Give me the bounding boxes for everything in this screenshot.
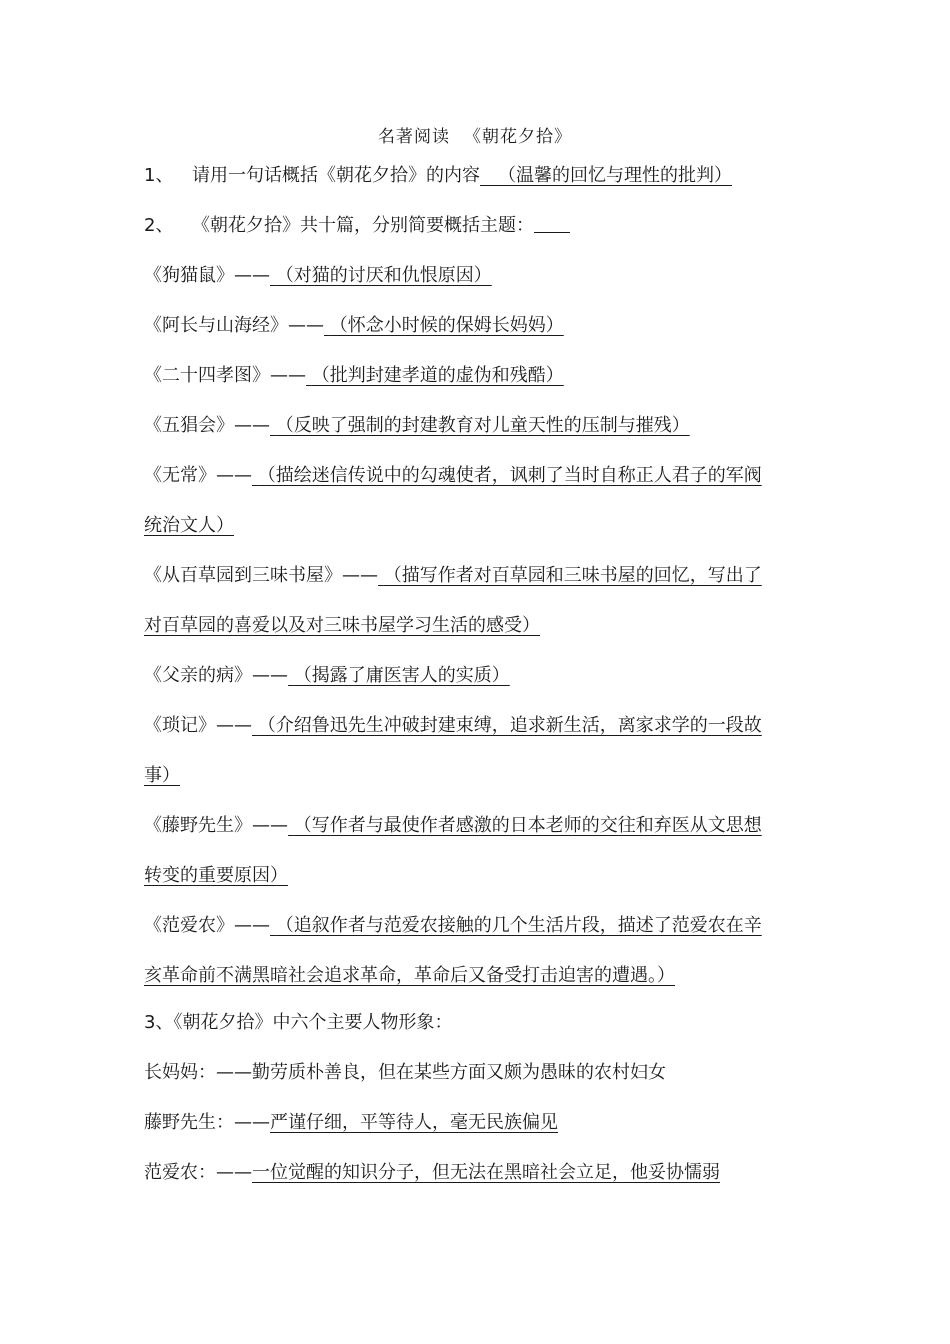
theme-item [144,463,804,489]
page-title [0,122,950,147]
theme-answer: 统治文人） [144,515,234,536]
question-number: 1、 [144,165,174,186]
character-item [144,1060,804,1086]
book-title: 《阿长与山海经》—— [144,315,324,336]
question-1 [144,163,804,189]
question-text: 3、《朝花夕拾》中六个主要人物形象： [144,1012,453,1033]
theme-answer: （反映了强制的封建教育对儿童天性的压制与摧残） [275,415,690,436]
question-text: 《朝花夕拾》共十篇，分别简要概括主题： [192,215,534,236]
theme-answer: （怀念小时候的保姆长妈妈） [329,315,564,336]
book-title: 《五猖会》—— [144,415,270,436]
theme-answer: （对猫的讨厌和仇恨原因） [275,265,492,286]
book-title: 《范爱农》—— [144,915,270,936]
book-title: 《父亲的病》—— [144,665,288,686]
book-title: 《琐记》—— [144,715,252,736]
theme-item-continued [144,613,804,639]
character-name: 长妈妈：—— [144,1062,252,1083]
title-left: 名著阅读 [378,127,450,147]
theme-answer: 亥革命前不满黑暗社会追求革命，革命后又备受打击迫害的遭遇。） [144,965,675,986]
theme-item [144,363,804,389]
theme-item [144,713,804,739]
book-title: 《二十四孝图》—— [144,365,306,386]
answer-text: （温馨的回忆与理性的批判） [498,165,732,186]
character-name: 藤野先生：—— [144,1112,270,1133]
character-description: 勤劳质朴善良，但在某些方面又颇为愚昧的农村妇女 [252,1062,666,1083]
theme-item-continued [144,513,804,539]
theme-item [144,913,804,939]
theme-item-continued [144,763,804,789]
book-title: 《无常》—— [144,465,252,486]
theme-item [144,313,804,339]
character-item [144,1160,804,1186]
theme-item [144,563,804,589]
theme-answer: 对百草园的喜爱以及对三味书屋学习生活的感受） [144,615,540,636]
theme-answer: （描写作者对百草园和三味书屋的回忆，写出了 [383,565,762,586]
theme-answer: 转变的重要原因） [144,865,288,886]
question-3 [144,1010,804,1036]
theme-item-continued [144,963,804,989]
question-number: 2、 [144,215,174,236]
question-2 [144,213,804,239]
theme-answer: （描绘迷信传说中的勾魂使者，讽刺了当时自称正人君子的军阀 [257,465,762,486]
theme-answer: （揭露了庸医害人的实质） [293,665,510,686]
book-title: 《狗猫鼠》—— [144,265,270,286]
theme-answer: 事） [144,765,180,786]
theme-answer: （批判封建孝道的虚伪和残酷） [311,365,564,386]
book-title: 《从百草园到三味书屋》—— [144,565,378,586]
theme-item [144,263,804,289]
character-name: 范爱农：—— [144,1162,252,1183]
theme-item [144,663,804,689]
character-description: 一位觉醒的知识分子，但无法在黑暗社会立足，他妥协懦弱 [252,1162,720,1183]
theme-answer: （追叙作者与范爱农接触的几个生活片段，描述了范爱农在辛 [275,915,762,936]
theme-item-continued [144,863,804,889]
theme-answer: （写作者与最使作者感激的日本老师的交往和弃医从文思想 [293,815,762,836]
title-right: 《朝花夕拾》 [464,127,572,147]
theme-item [144,813,804,839]
answer-blank [534,214,570,233]
book-title: 《藤野先生》—— [144,815,288,836]
question-text: 请用一句话概括《朝花夕拾》的内容 [192,165,480,186]
theme-answer: （介绍鲁迅先生冲破封建束缚，追求新生活，离家求学的一段故 [257,715,762,736]
character-description: 严谨仔细，平等待人，毫无民族偏见 [270,1112,558,1133]
character-item [144,1110,804,1136]
theme-item [144,413,804,439]
